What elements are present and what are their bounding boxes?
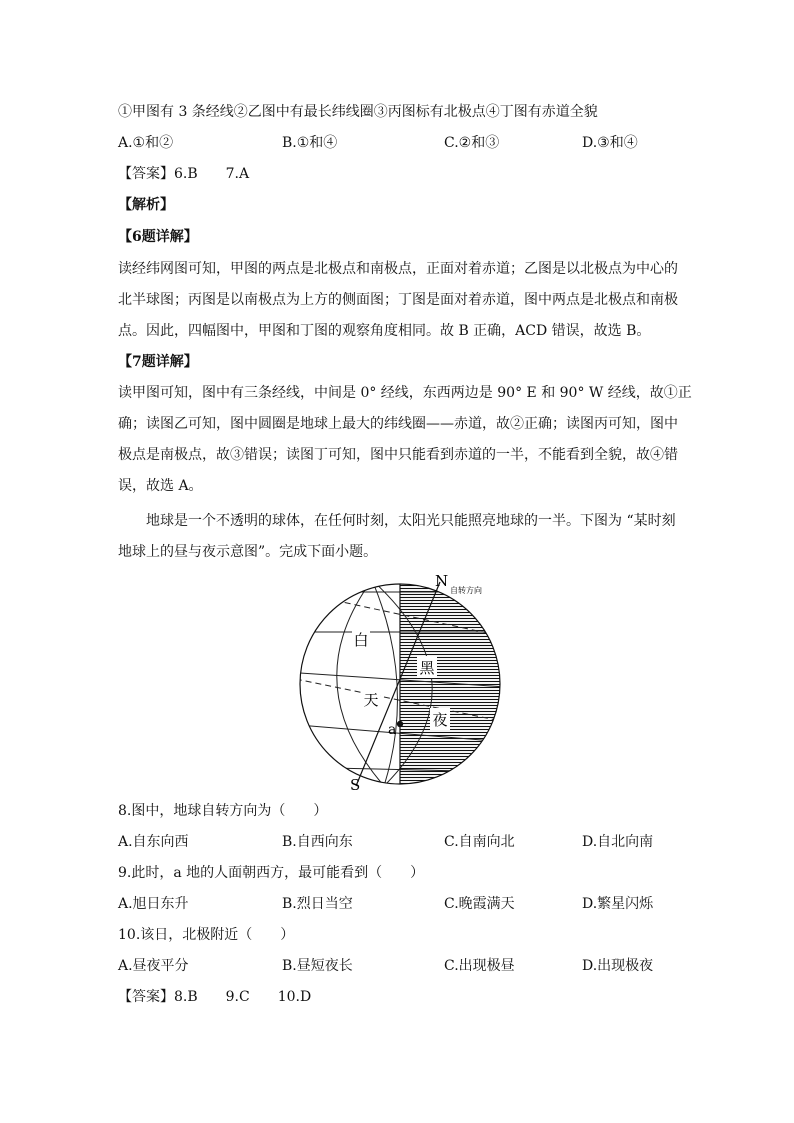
- night-char-1: 黑: [419, 659, 435, 677]
- q9-option-d: D.繁星闪烁: [582, 896, 654, 912]
- q6-line-1: 读经纬网图可知，甲图的两点是北极点和南极点，正面对着赤道；乙图是以北极点为中心的: [118, 261, 678, 277]
- globe-graticule: [296, 580, 506, 786]
- q7-line-4: 误，故选 A。: [118, 478, 203, 494]
- q10-option-c: C.出现极昼: [444, 958, 515, 974]
- point-a-label: a: [388, 722, 397, 738]
- q8-option-b: B.自西向东: [282, 834, 353, 850]
- day-char-1: 白: [353, 631, 369, 649]
- q9-option-b: B.烈日当空: [282, 896, 353, 912]
- q7-stem: ①甲图有 3 条经线②乙图中有最长纬线圈③丙图标有北极点④丁图有赤道全貌: [118, 104, 598, 120]
- north-label: N: [435, 572, 449, 590]
- q10-option-b: B.昼短夜长: [282, 958, 353, 974]
- intro-line-1: 地球是一个不透明的球体，在任何时刻，太阳光只能照亮地球的一半。下图为 “某时刻: [118, 513, 676, 529]
- answer-line-2: 【答案】8.B 9.C 10.D: [118, 989, 312, 1005]
- q7-option-d: D.③和④: [582, 135, 638, 151]
- q8-stem: 8.图中，地球自转方向为（ ）: [118, 803, 328, 819]
- q10-option-d: D.出现极夜: [582, 958, 654, 974]
- q6-detail-heading: 【6题详解】: [118, 229, 198, 245]
- q8-option-d: D.自北向南: [582, 834, 654, 850]
- q6-line-2: 北半球图；丙图是以南极点为上方的侧面图；丁图是面对着赤道，图中两点是北极点和南极: [118, 292, 678, 308]
- night-hemisphere: [400, 584, 506, 784]
- point-a-marker: [397, 721, 403, 727]
- q8-option-c: C.自南向北: [444, 834, 515, 850]
- day-night-diagram: [296, 572, 506, 794]
- q6-line-3: 点。因此，四幅图中，甲图和丁图的观察角度相同。故 B 正确，ACD 错误，故选 B。: [118, 323, 651, 339]
- q7-option-b: B.①和④: [282, 135, 338, 151]
- q7-option-c: C.②和③: [444, 135, 500, 151]
- rotation-direction-label: 自转方向: [450, 586, 482, 595]
- q7-line-1: 读甲图可知，图中有三条经线，中间是 0° 经线，东西两边是 90° E 和 90° W 经线，故①正: [118, 385, 692, 401]
- q9-option-c: C.晚霞满天: [444, 896, 515, 912]
- intro-line-2: 地球上的昼与夜示意图”。完成下面小题。: [118, 544, 378, 560]
- q10-option-a: A.昼夜平分: [118, 958, 189, 974]
- analysis-heading: 【解析】: [118, 197, 174, 213]
- q9-option-a: A.旭日东升: [118, 896, 189, 912]
- q9-stem: 9.此时，a 地的人面朝西方，最可能看到（ ）: [118, 865, 425, 881]
- night-char-2: 夜: [432, 711, 448, 729]
- q10-stem: 10.该日，北极附近（ ）: [118, 927, 295, 943]
- q7-detail-heading: 【7题详解】: [118, 354, 198, 370]
- south-label: S: [350, 776, 361, 794]
- q7-option-a: A.①和②: [118, 135, 174, 151]
- day-char-2: 天: [363, 691, 379, 709]
- q7-line-3: 极点是南极点，故③错误；读图丁可知，图中只能看到赤道的一半，不能看到全貌，故④错: [118, 447, 678, 463]
- answer-line-1: 【答案】6.B 7.A: [118, 166, 250, 182]
- q7-line-2: 确；读图乙可知，图中圆圈是地球上最大的纬线圈——赤道，故②正确；读图丙可知，图中: [118, 416, 678, 432]
- q8-option-a: A.自东向西: [118, 834, 189, 850]
